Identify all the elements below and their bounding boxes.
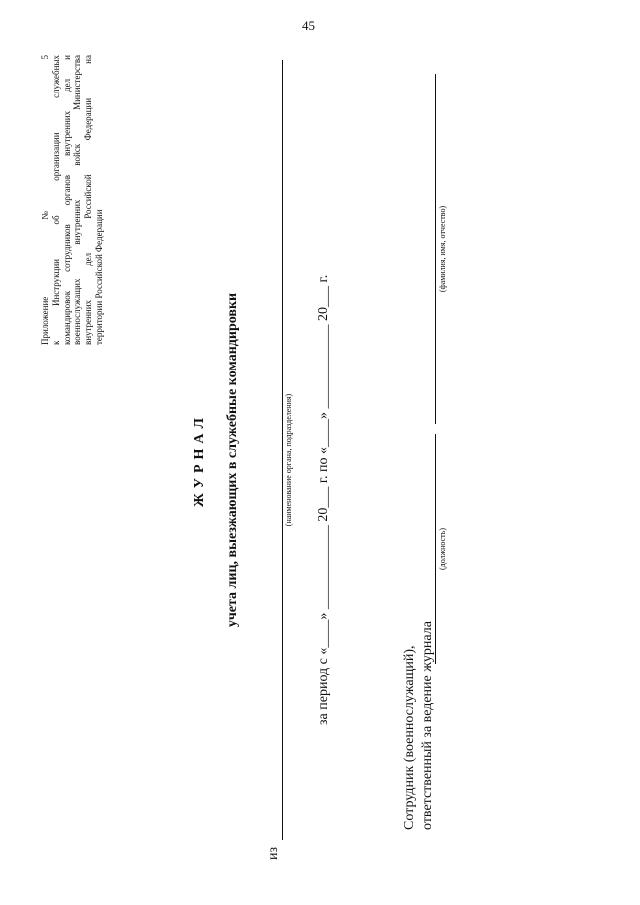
- appendix-line: к Инструкции об организации служебных: [50, 55, 61, 345]
- organization-fill-line: [282, 60, 283, 840]
- journal-subtitle: учета лиц, выезжающих в служебные командировки: [225, 292, 240, 628]
- page-number: 45: [302, 18, 315, 33]
- from-label: из: [266, 846, 281, 860]
- appendix-line: командировок сотрудников органов внутренних дел и: [61, 55, 72, 345]
- position-fill-line: [435, 434, 436, 664]
- responsible-label-2: ответственный за ведение журнала: [420, 621, 435, 830]
- appendix-line: военнослужащих внутренних войск Министерства: [72, 55, 83, 345]
- appendix-line: Приложение № 5: [40, 55, 50, 345]
- position-caption: (должность): [438, 528, 447, 570]
- appendix-line: внутренних дел Российской Федерации на: [83, 55, 94, 345]
- organization-caption: (наименование органа, подразделения): [284, 393, 293, 527]
- fio-fill-line: [435, 74, 436, 424]
- journal-title: ЖУРНАЛ: [192, 413, 207, 507]
- responsible-label-1: Сотрудник (военнослужащий),: [402, 645, 417, 830]
- rotated-form: [20, 40, 580, 880]
- period-line: за период с «____» ____________ 20___ г. по «____» ____________ 20___ г.: [316, 274, 331, 725]
- fio-caption: (фамилия, имя, отчество): [438, 205, 447, 293]
- appendix-note: [40, 55, 105, 345]
- appendix-line: территории Российской Федерации: [93, 209, 104, 345]
